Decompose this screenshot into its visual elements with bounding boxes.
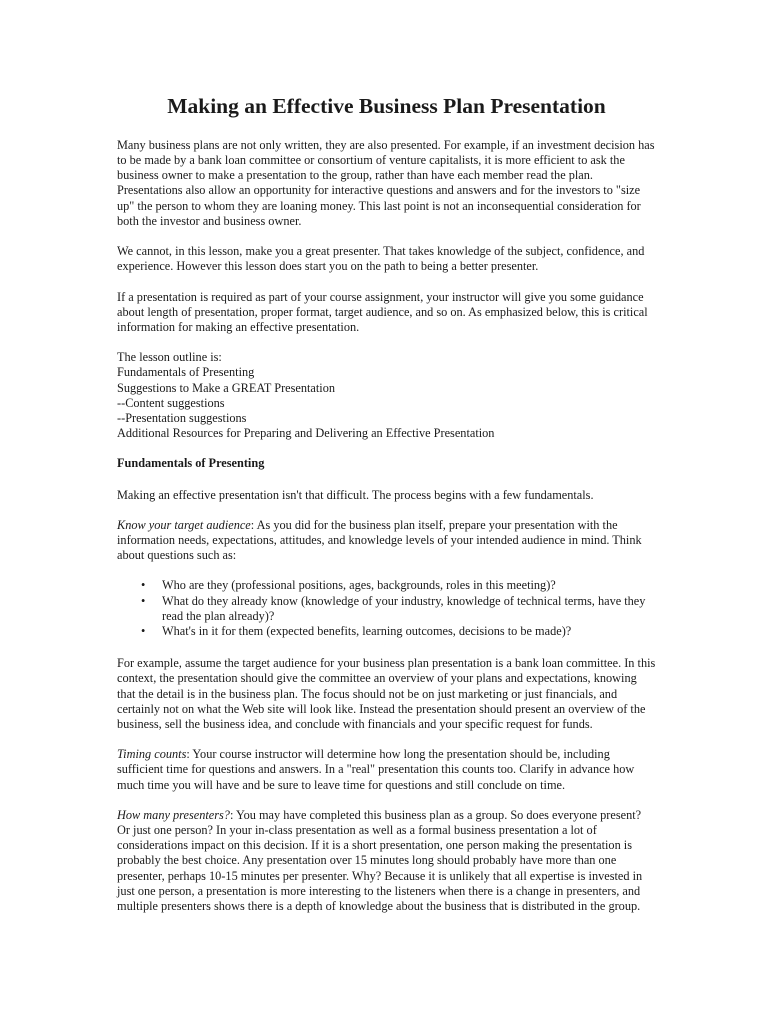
target-audience-text: : As you did for the business plan itself, prepare your presentation with the information needs, expectations, attitudes, and knowledge levels of your intended audience in mind. Think about questions such as:: [117, 517, 642, 563]
list-item-text: Who are they (professional positions, ages, backgrounds, roles in this meeting)?: [162, 578, 556, 593]
list-item-text: What's in it for them (expected benefits, learning outcomes, decisions to be made)?: [162, 623, 572, 638]
presenters-text: : You may have completed this business plan as a group. So does everyone present? Or just one person? In your in-class presentation as well as a formal business presentation a lot of considerations impact on this decision. If it is a short presentation, one person making the presentation is probably the best choice. Any presentation over 15 minutes long should probably have more than one presenter, perhaps 10-15 minutes per presenter. Why? Because it is unlikely that all expertise is invested in just one person, a presentation is more interesting to the listeners when there is a change in presenters, and multiple presenters shows there is a depth of knowledge about the business that is distributed in the group.: [117, 807, 643, 913]
bullet-icon: •: [141, 578, 146, 593]
outline-item: Suggestions to Make a GREAT Presentation: [117, 380, 336, 395]
list-item-text: What do they already know (knowledge of your industry, knowledge of technical terms, have they read the plan already)?: [162, 593, 646, 623]
list-item: [141, 623, 656, 639]
outline-item: Fundamentals of Presenting: [117, 365, 255, 380]
bullet-icon: •: [141, 623, 146, 638]
outline-item: Additional Resources for Preparing and Delivering an Effective Presentation: [117, 426, 495, 441]
list-item: [141, 593, 656, 624]
outline-item: --Content suggestions: [117, 395, 225, 410]
timing-text: : Your course instructor will determine how long the presentation should be, including sufficient time for questions and answers. In a "real" presentation this counts too. Clarify in advance how much time you will have and be sure to leave time for questions and still conclude on time.: [117, 747, 635, 792]
fundamentals-intro-paragraph: Making an effective presentation isn't that difficult. The process begins with a few fundamentals.: [117, 487, 594, 502]
cannot-paragraph: We cannot, in this lesson, make you a great presenter. That takes knowledge of the subject, confidence, and experience. However this lesson does start you on the path to being a better presenter.: [117, 244, 645, 274]
page-title: Making an Effective Business Plan Presentation: [167, 94, 606, 118]
presenters-label: How many presenters?: [117, 807, 230, 822]
outline-heading: The lesson outline is:: [117, 350, 222, 365]
section-heading: Fundamentals of Presenting: [117, 456, 265, 471]
lesson-outline: [117, 350, 656, 441]
outline-item: --Presentation suggestions: [117, 410, 247, 425]
intro-paragraph: Many business plans are not only written, they are also presented. For example, if an investment decision has to be made by a bank loan committee or consortium of venture capitalists, it is more efficient to ask the business owner to make a presentation to the group, rather than have each member read the plan. Presentations also allow an opportunity for interactive questions and answers and for the investors to "size up" the person to whom they are loaning money. This last point is not an inconsequential consideration for both the investor and business owner.: [117, 137, 655, 228]
target-audience-label: Know your target audience: [117, 517, 251, 532]
question-list: [117, 578, 656, 639]
timing-label: Timing counts: [117, 747, 187, 762]
list-item: [141, 578, 656, 593]
presenters-paragraph: [117, 808, 656, 914]
required-paragraph: If a presentation is required as part of your course assignment, your instructor will give you some guidance about length of presentation, proper format, target audience, and so on. As emphasized below, this is critical information for making an effective presentation.: [117, 289, 648, 334]
example-paragraph: For example, assume the target audience for your business plan presentation is a bank loan committee. In this context, the presentation should give the committee an overview of your plans and expectations, knowing that the detail is in the business plan. The focus should not be on just marketing or just financials, and certainly not on what the Web site will look like. Instead the presentation should present an overview of the business, sell the business idea, and conclude with financials and your specific request for funds.: [117, 656, 656, 731]
target-audience-paragraph: [117, 518, 656, 564]
timing-paragraph: [117, 747, 656, 793]
bullet-icon: •: [141, 593, 146, 608]
